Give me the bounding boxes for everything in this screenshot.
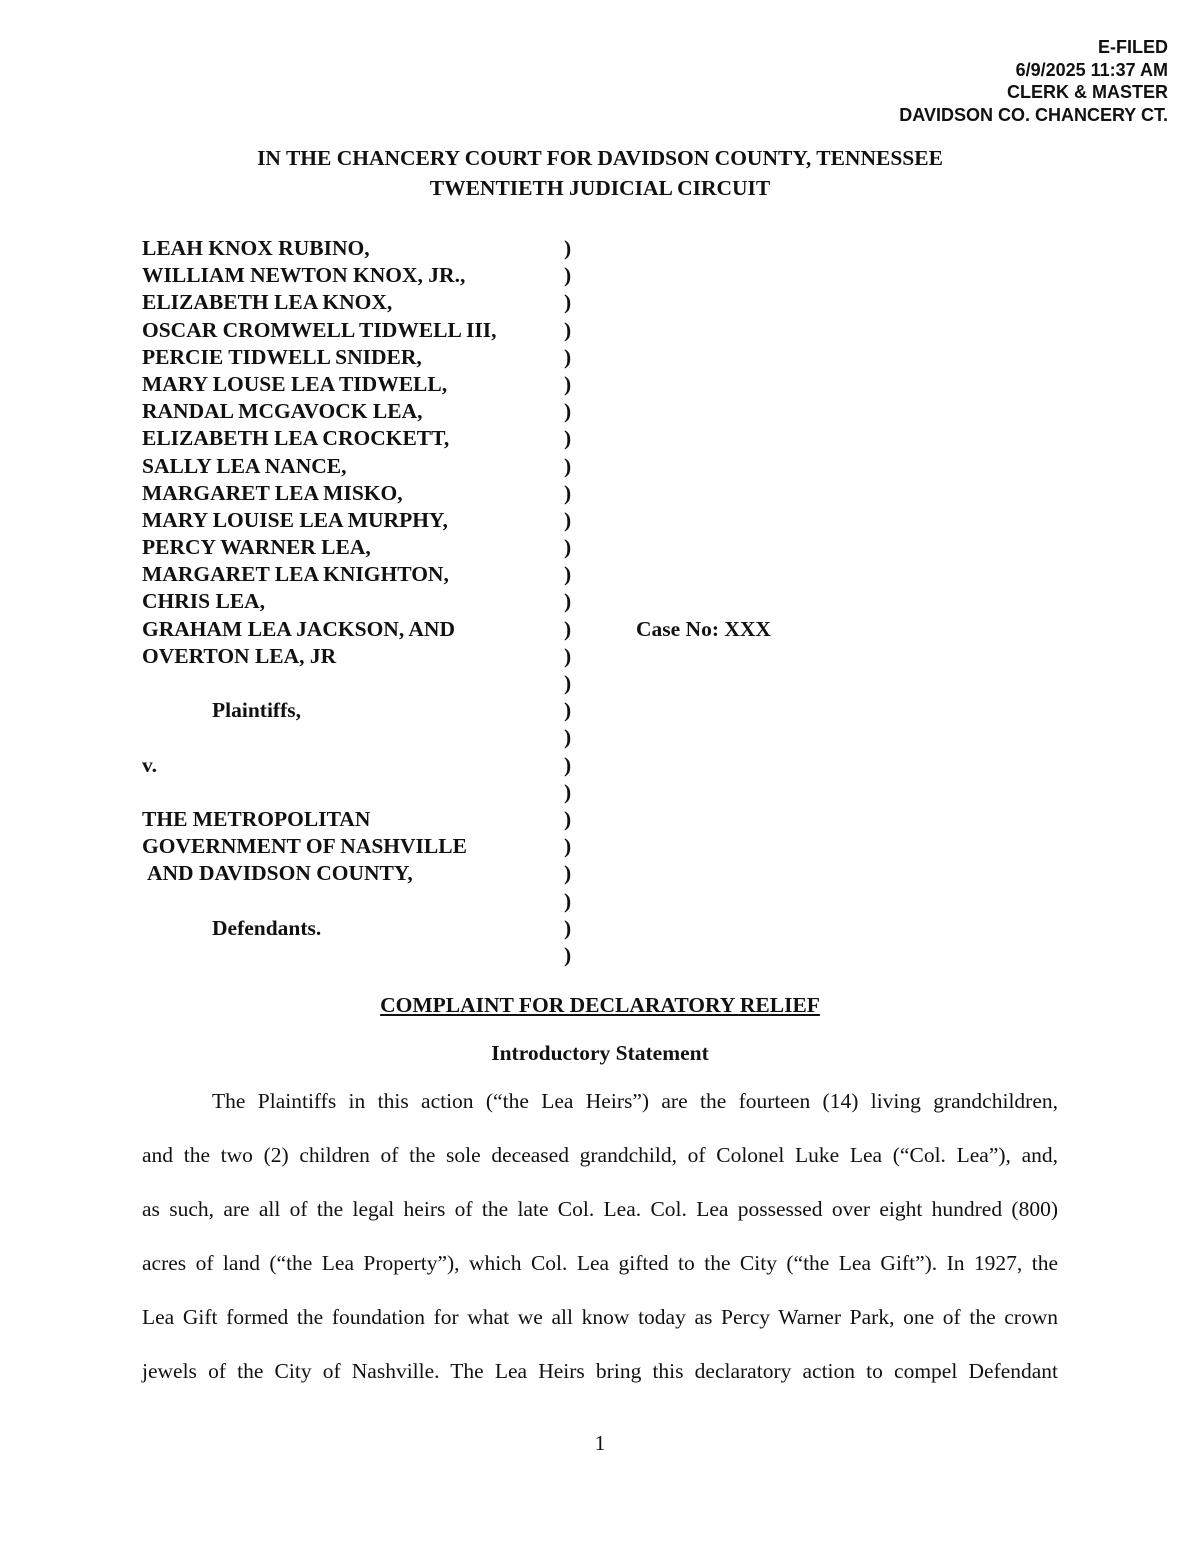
body-paragraph: [142, 1074, 1058, 1398]
plaintiff-name: WILLIAM NEWTON KNOX, JR.,: [142, 263, 466, 288]
caption-paren: ): [564, 616, 572, 641]
plaintiff-name: OVERTON LEA, JR: [142, 643, 337, 668]
plaintiff-name: MARY LOUISE LEA MURPHY,: [142, 507, 448, 532]
plaintiff-name: GRAHAM LEA JACKSON, AND: [142, 616, 455, 641]
plaintiff-name: CHRIS LEA,: [142, 589, 266, 614]
caption-paren: ): [564, 236, 572, 260]
caption-paren: ): [564, 453, 572, 478]
section-heading: Introductory Statement: [491, 1041, 709, 1065]
defendant-name: AND DAVIDSON COUNTY,: [147, 861, 413, 886]
efiled-stamp: [899, 36, 1168, 126]
plaintiff-name: RANDAL MCGAVOCK LEA,: [142, 399, 423, 424]
caption-paren: ): [564, 725, 572, 750]
caption-paren: ): [564, 806, 572, 831]
caption-paren: ): [564, 698, 572, 723]
plaintiff-name: MARGARET LEA MISKO,: [142, 480, 403, 505]
plaintiff-name: ELIZABETH LEA KNOX,: [142, 290, 393, 315]
caption-paren: ): [564, 507, 572, 532]
judicial-circuit: TWENTIETH JUDICIAL CIRCUIT: [429, 176, 771, 200]
court-header: [0, 143, 1200, 203]
caption-paren: ): [564, 562, 572, 587]
caption-paren: ): [564, 643, 572, 668]
defendant-name: GOVERNMENT OF NASHVILLE: [142, 834, 467, 859]
stamp-status: E-FILED: [1098, 37, 1168, 57]
stamp-datetime: 6/9/2025 11:37 AM: [1015, 59, 1168, 80]
caption-paren: ): [564, 480, 572, 505]
caption-paren: ): [564, 671, 572, 695]
plaintiff-name: PERCIE TIDWELL SNIDER,: [142, 344, 422, 369]
document-title: [0, 990, 1200, 1020]
caption-paren: ): [564, 317, 572, 342]
caption-paren: ): [564, 752, 572, 777]
plaintiffs-label: Plaintiffs,: [212, 698, 301, 723]
stamp-court: DAVIDSON CO. CHANCERY CT.: [899, 104, 1168, 125]
plaintiff-name: SALLY LEA NANCE,: [142, 453, 347, 478]
plaintiff-name: LEAH KNOX RUBINO,: [142, 236, 370, 260]
document-title-text: COMPLAINT FOR DECLARATORY RELIEF: [380, 993, 820, 1017]
caption-paren: ): [564, 263, 572, 288]
caption-paren: ): [564, 888, 572, 913]
caption-paren: ): [564, 779, 572, 804]
versus-label: v.: [142, 752, 157, 777]
paragraph-line: and the two (2) children of the sole deceased grandchild, of Colonel Luke Lea (“Col. Lea”), and,: [142, 1143, 1058, 1167]
caption-paren: ): [564, 535, 572, 560]
caption-paren: ): [564, 861, 572, 886]
paragraph-line: acres of land (“the Lea Property”), which Col. Lea gifted to the City (“the Lea Gift”). In 1927, the: [142, 1251, 1058, 1275]
caption-paren: ): [564, 290, 572, 315]
defendant-name: THE METROPOLITAN: [142, 806, 371, 831]
court-name: IN THE CHANCERY COURT FOR DAVIDSON COUNTY, TENNESSEE: [257, 146, 943, 170]
plaintiff-name: OSCAR CROMWELL TIDWELL III,: [142, 317, 497, 342]
defendants-label: Defendants.: [212, 915, 322, 940]
caption-paren: ): [564, 915, 572, 940]
caption-paren: ): [564, 834, 572, 859]
case-number: Case No: XXX: [636, 616, 771, 641]
caption-paren: ): [564, 344, 572, 369]
caption-paren: ): [564, 942, 572, 967]
paragraph-line: as such, are all of the legal heirs of the late Col. Lea. Col. Lea possessed over eight hundred (800): [142, 1197, 1058, 1221]
caption-paren: ): [564, 371, 572, 396]
caption-paren: ): [564, 426, 572, 451]
paragraph-line: The Plaintiffs in this action (“the Lea Heirs”) are the fourteen (14) living grandchildren,: [212, 1089, 1058, 1113]
caption-paren: ): [564, 399, 572, 424]
paragraph-line: jewels of the City of Nashville. The Lea Heirs bring this declaratory action to compel Defendant: [142, 1359, 1058, 1383]
stamp-office: CLERK & MASTER: [1007, 82, 1168, 102]
plaintiff-name: PERCY WARNER LEA,: [142, 535, 371, 560]
plaintiff-name: MARY LOUSE LEA TIDWELL,: [142, 371, 448, 396]
caption-paren: ): [564, 589, 572, 614]
plaintiff-name: MARGARET LEA KNIGHTON,: [142, 562, 449, 587]
paragraph-line: Lea Gift formed the foundation for what we all know today as Percy Warner Park, one of the crown: [142, 1305, 1058, 1329]
plaintiff-name: ELIZABETH LEA CROCKETT,: [142, 426, 450, 451]
page-number: 1: [594, 1431, 606, 1455]
